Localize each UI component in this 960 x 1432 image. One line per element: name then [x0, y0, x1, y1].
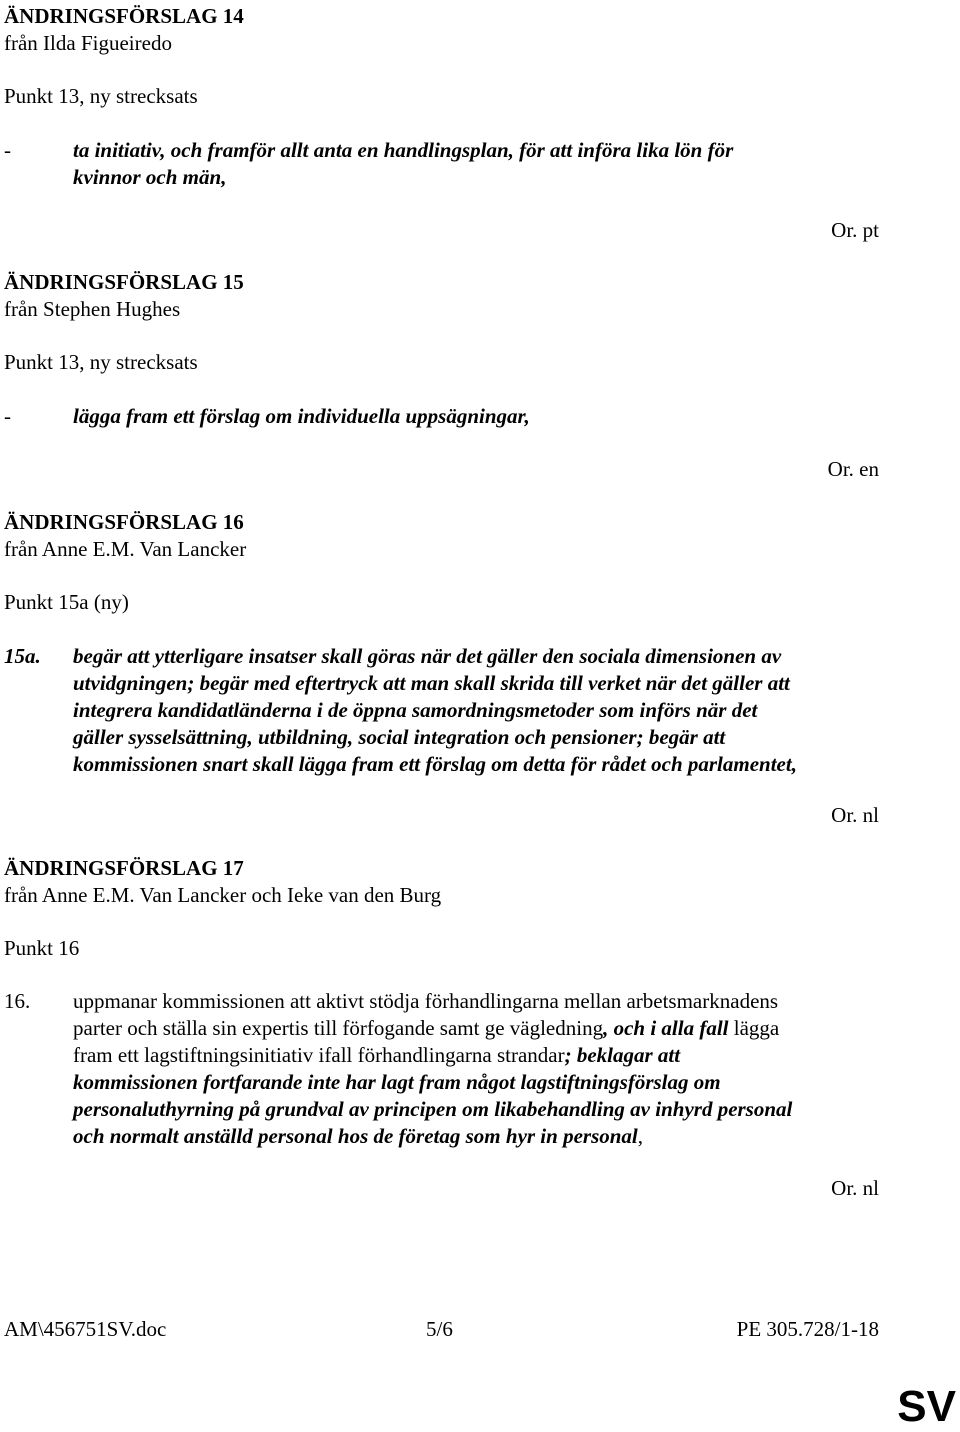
amendment-14-text	[73, 137, 733, 191]
amendment-17-trailing-comma: ,	[637, 1124, 644, 1148]
amendment-16-text	[73, 643, 797, 778]
amendment-14-text-line: kvinnor och män,	[73, 165, 227, 189]
amendment-17-point: Punkt 16	[4, 936, 80, 960]
amendment-17-heading: ÄNDRINGSFÖRSLAG 17	[4, 856, 244, 880]
amendment-16-point: Punkt 15a (ny)	[4, 590, 129, 614]
amendment-16-text-line: gäller sysselsättning, utbildning, social integration och pensioner; begär att	[73, 725, 726, 749]
amendment-16-original-language: Or. nl	[831, 803, 879, 827]
amendment-14-original-language: Or. pt	[831, 218, 879, 242]
amendment-17-text-line	[73, 1123, 792, 1150]
amendment-14-point: Punkt 13, ny strecksats	[4, 84, 198, 108]
amendment-17-text-line: personaluthyrning på grundval av principen om likabehandling av inhyrd personal	[73, 1097, 793, 1121]
amendment-15-author: från Stephen Hughes	[4, 297, 181, 321]
amendment-16-text-line: begär att ytterligare insatser skall göras när det gäller den sociala dimensionen av	[73, 644, 782, 668]
amendment-15-text: lägga fram ett förslag om individuella uppsägningar,	[73, 404, 530, 428]
amendment-15-heading: ÄNDRINGSFÖRSLAG 15	[4, 270, 244, 294]
amendment-17-line3-plain: fram ett lagstiftningsinitiativ ifall förhandlingarna strandar	[73, 1043, 565, 1067]
amendment-16-text-line: utvidgningen; begär med eftertryck att man skall skrida till verket när det gäller att	[73, 671, 790, 695]
footer-language-code: SV	[897, 1382, 956, 1431]
amendment-15-point: Punkt 13, ny strecksats	[4, 350, 198, 374]
amendment-17-text-line	[73, 1042, 792, 1069]
amendment-17-line2-plain: parter och ställa sin expertis till förfogande samt ge vägledning	[73, 1016, 604, 1040]
amendment-17-number: 16.	[4, 989, 31, 1013]
amendment-17-last-line-bold-italic: och normalt anställd personal hos de företag som hyr in personal	[73, 1124, 638, 1148]
amendment-15-original-language: Or. en	[827, 457, 879, 481]
amendment-16-text-line: integrera kandidatländerna i de öppna samordningsmetoder som införs när det	[73, 698, 758, 722]
amendment-17-text-line	[73, 1015, 792, 1042]
amendment-17-text-line: kommissionen fortfarande inte har lagt fram något lagstiftningsförslag om	[73, 1070, 721, 1094]
amendment-17-line3-bold-italic: ; beklagar att	[564, 1043, 681, 1067]
amendment-16-author: från Anne E.M. Van Lancker	[4, 537, 247, 561]
footer-pe-ref: PE 305.728/1-18	[736, 1317, 879, 1341]
amendment-17-author: från Anne E.M. Van Lancker och Ieke van den Burg	[4, 883, 442, 907]
amendment-17-text-line: uppmanar kommissionen att aktivt stödja förhandlingarna mellan arbetsmarknadens	[73, 989, 779, 1013]
amendment-15-dash: -	[4, 404, 11, 428]
amendment-14-dash: -	[4, 138, 11, 162]
amendment-17-line2-bold-italic: , och i alla fall	[603, 1016, 729, 1040]
amendment-16-heading: ÄNDRINGSFÖRSLAG 16	[4, 510, 244, 534]
amendment-17-line2-end: lägga	[728, 1016, 780, 1040]
amendment-17-original-language: Or. nl	[831, 1176, 879, 1200]
amendment-17-text	[73, 988, 792, 1150]
footer-doc-ref: AM\456751SV.doc	[4, 1317, 167, 1341]
amendment-16-text-line: kommissionen snart skall lägga fram ett förslag om detta för rådet och parlamentet,	[73, 752, 797, 776]
amendment-14-author: från Ilda Figueiredo	[4, 31, 172, 55]
amendment-14-heading: ÄNDRINGSFÖRSLAG 14	[4, 4, 244, 28]
amendment-14-text-line: ta initiativ, och framför allt anta en handlingsplan, för att införa lika lön för	[73, 138, 734, 162]
footer-page-number: 5/6	[426, 1317, 453, 1341]
amendment-16-number: 15a.	[4, 644, 41, 668]
